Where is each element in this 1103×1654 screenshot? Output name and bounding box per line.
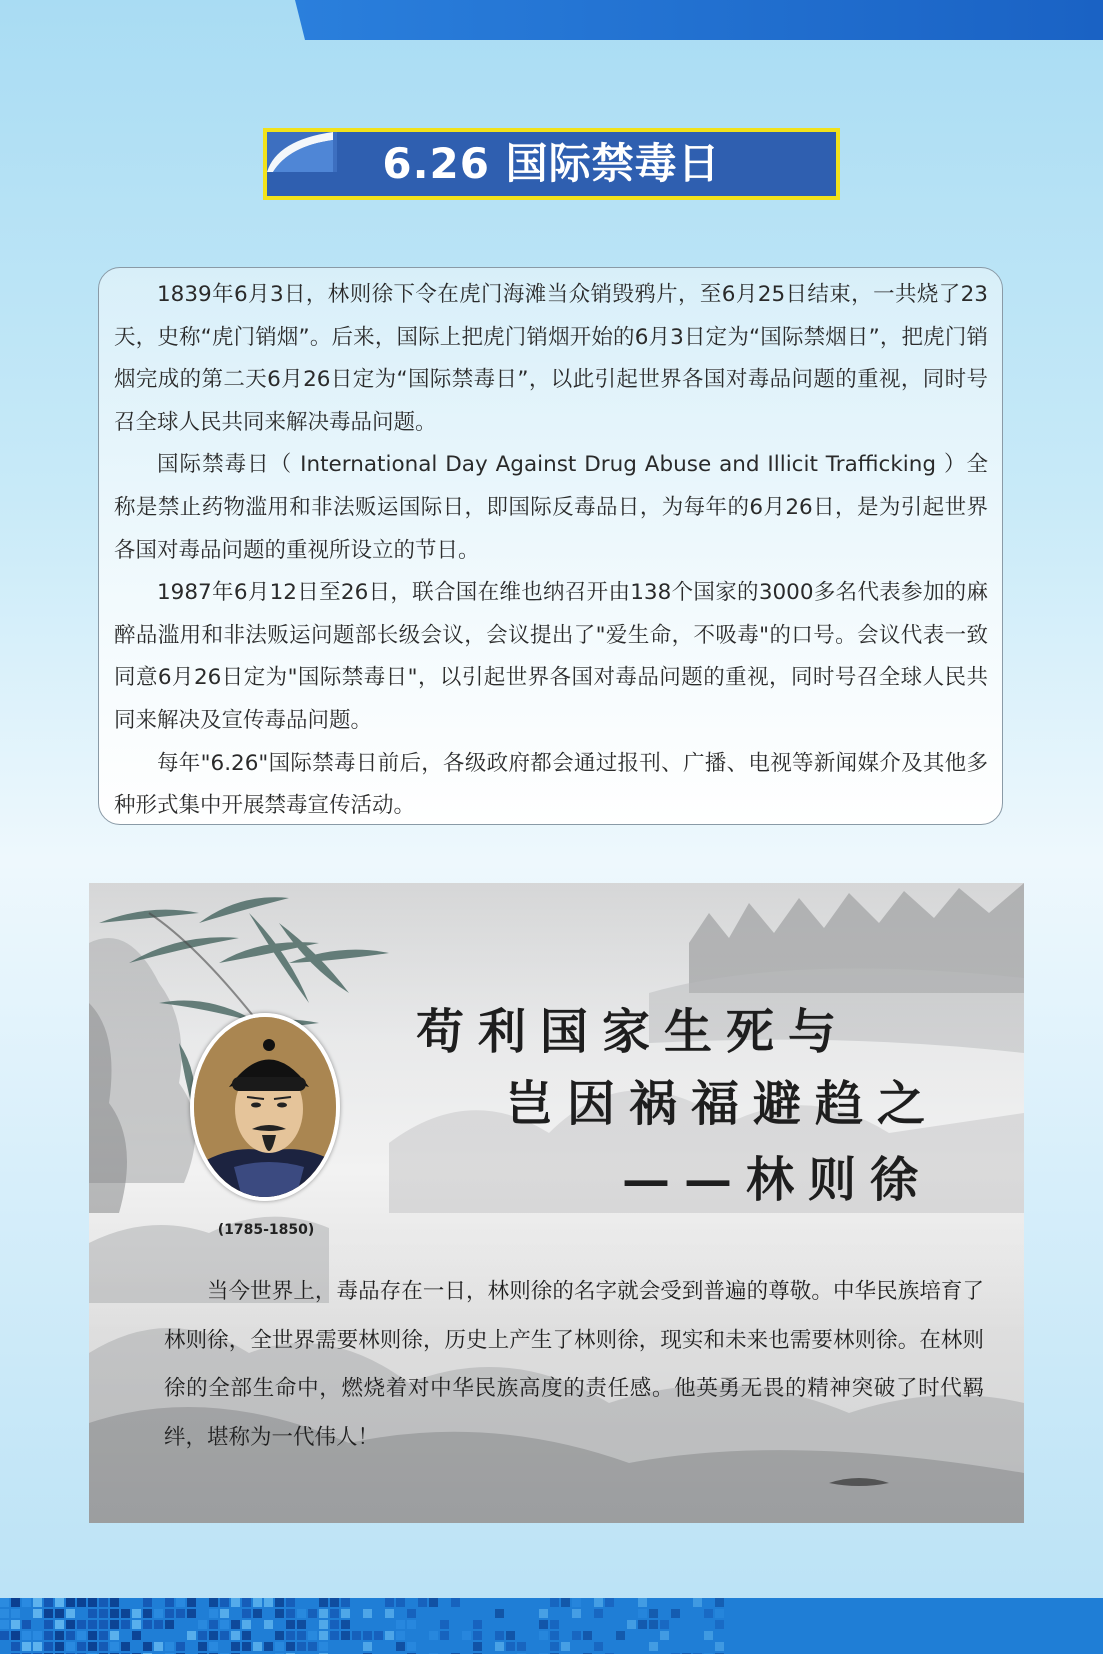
page-title: 6.26 国际禁毒日 [382, 139, 721, 188]
lin-zexu-portrait [190, 1013, 340, 1201]
lin-zexu-description [164, 1268, 984, 1462]
intro-paragraph: 1839年6月3日，林则徐下令在虎门海滩当众销毁鸦片，至6月25日结束，一共烧了23天，史称“虎门销烟”。后来，国际上把虎门销烟开始的6月3日定为“国际禁烟日”，把虎门销烟完成的第二天6月26日定为“国际禁毒日”，以此引起世界各国对毒品问题的重视，同时号召全球人民共同来解决毒品问题。 [114, 282, 988, 435]
portrait-caption: (1785-1850) [217, 1222, 315, 1238]
poem-line-2: 岂因祸福避趋之 [505, 1076, 940, 1132]
poem-attribution: ——林则徐 [622, 1152, 933, 1208]
title-banner [263, 128, 840, 200]
intro-paragraph: 国际禁毒日（ International Day Against Drug Abuse and Illicit Trafficking ）全称是禁止药物滥用和非法贩运国际日，即国际反毒品日，为每年的6月26日，是为引起世界各国对毒品问题的重视所设立的节日。 [114, 452, 988, 563]
portrait-image [194, 1017, 340, 1201]
top-band [0, 0, 1103, 40]
intro-paragraph: 1987年6月12日至26日，联合国在维也纳召开由138个国家的3000多名代表参加的麻醉品滥用和非法贩运问题部长级会议，会议提出了"爱生命，不吸毒"的口号。会议代表一致同意6月26日定为"国际禁毒日"，以引起世界各国对毒品问题的重视，同时号召全球人民共同来解决及宣传毒品问题。 [114, 580, 988, 733]
bottom-band [0, 1598, 1103, 1654]
intro-text-box [98, 267, 1003, 825]
lin-paragraph: 当今世界上，毒品存在一日，林则徐的名字就会受到普遍的尊敬。中华民族培育了林则徐，全世界需要林则徐，历史上产生了林则徐，现实和未来也需要林则徐。在林则徐的全部生命中，燃烧着对中华民族高度的责任感。他英勇无畏的精神突破了时代羁绊，堪称为一代伟人！ [164, 1279, 984, 1450]
ink-painting-panel [89, 883, 1024, 1523]
intro-paragraph: 每年"6.26"国际禁毒日前后，各级政府都会通过报刊、广播、电视等新闻媒介及其他多种形式集中开展禁毒宣传活动。 [114, 750, 988, 819]
poem-line-1: 苟利国家生死与 [416, 1004, 851, 1060]
